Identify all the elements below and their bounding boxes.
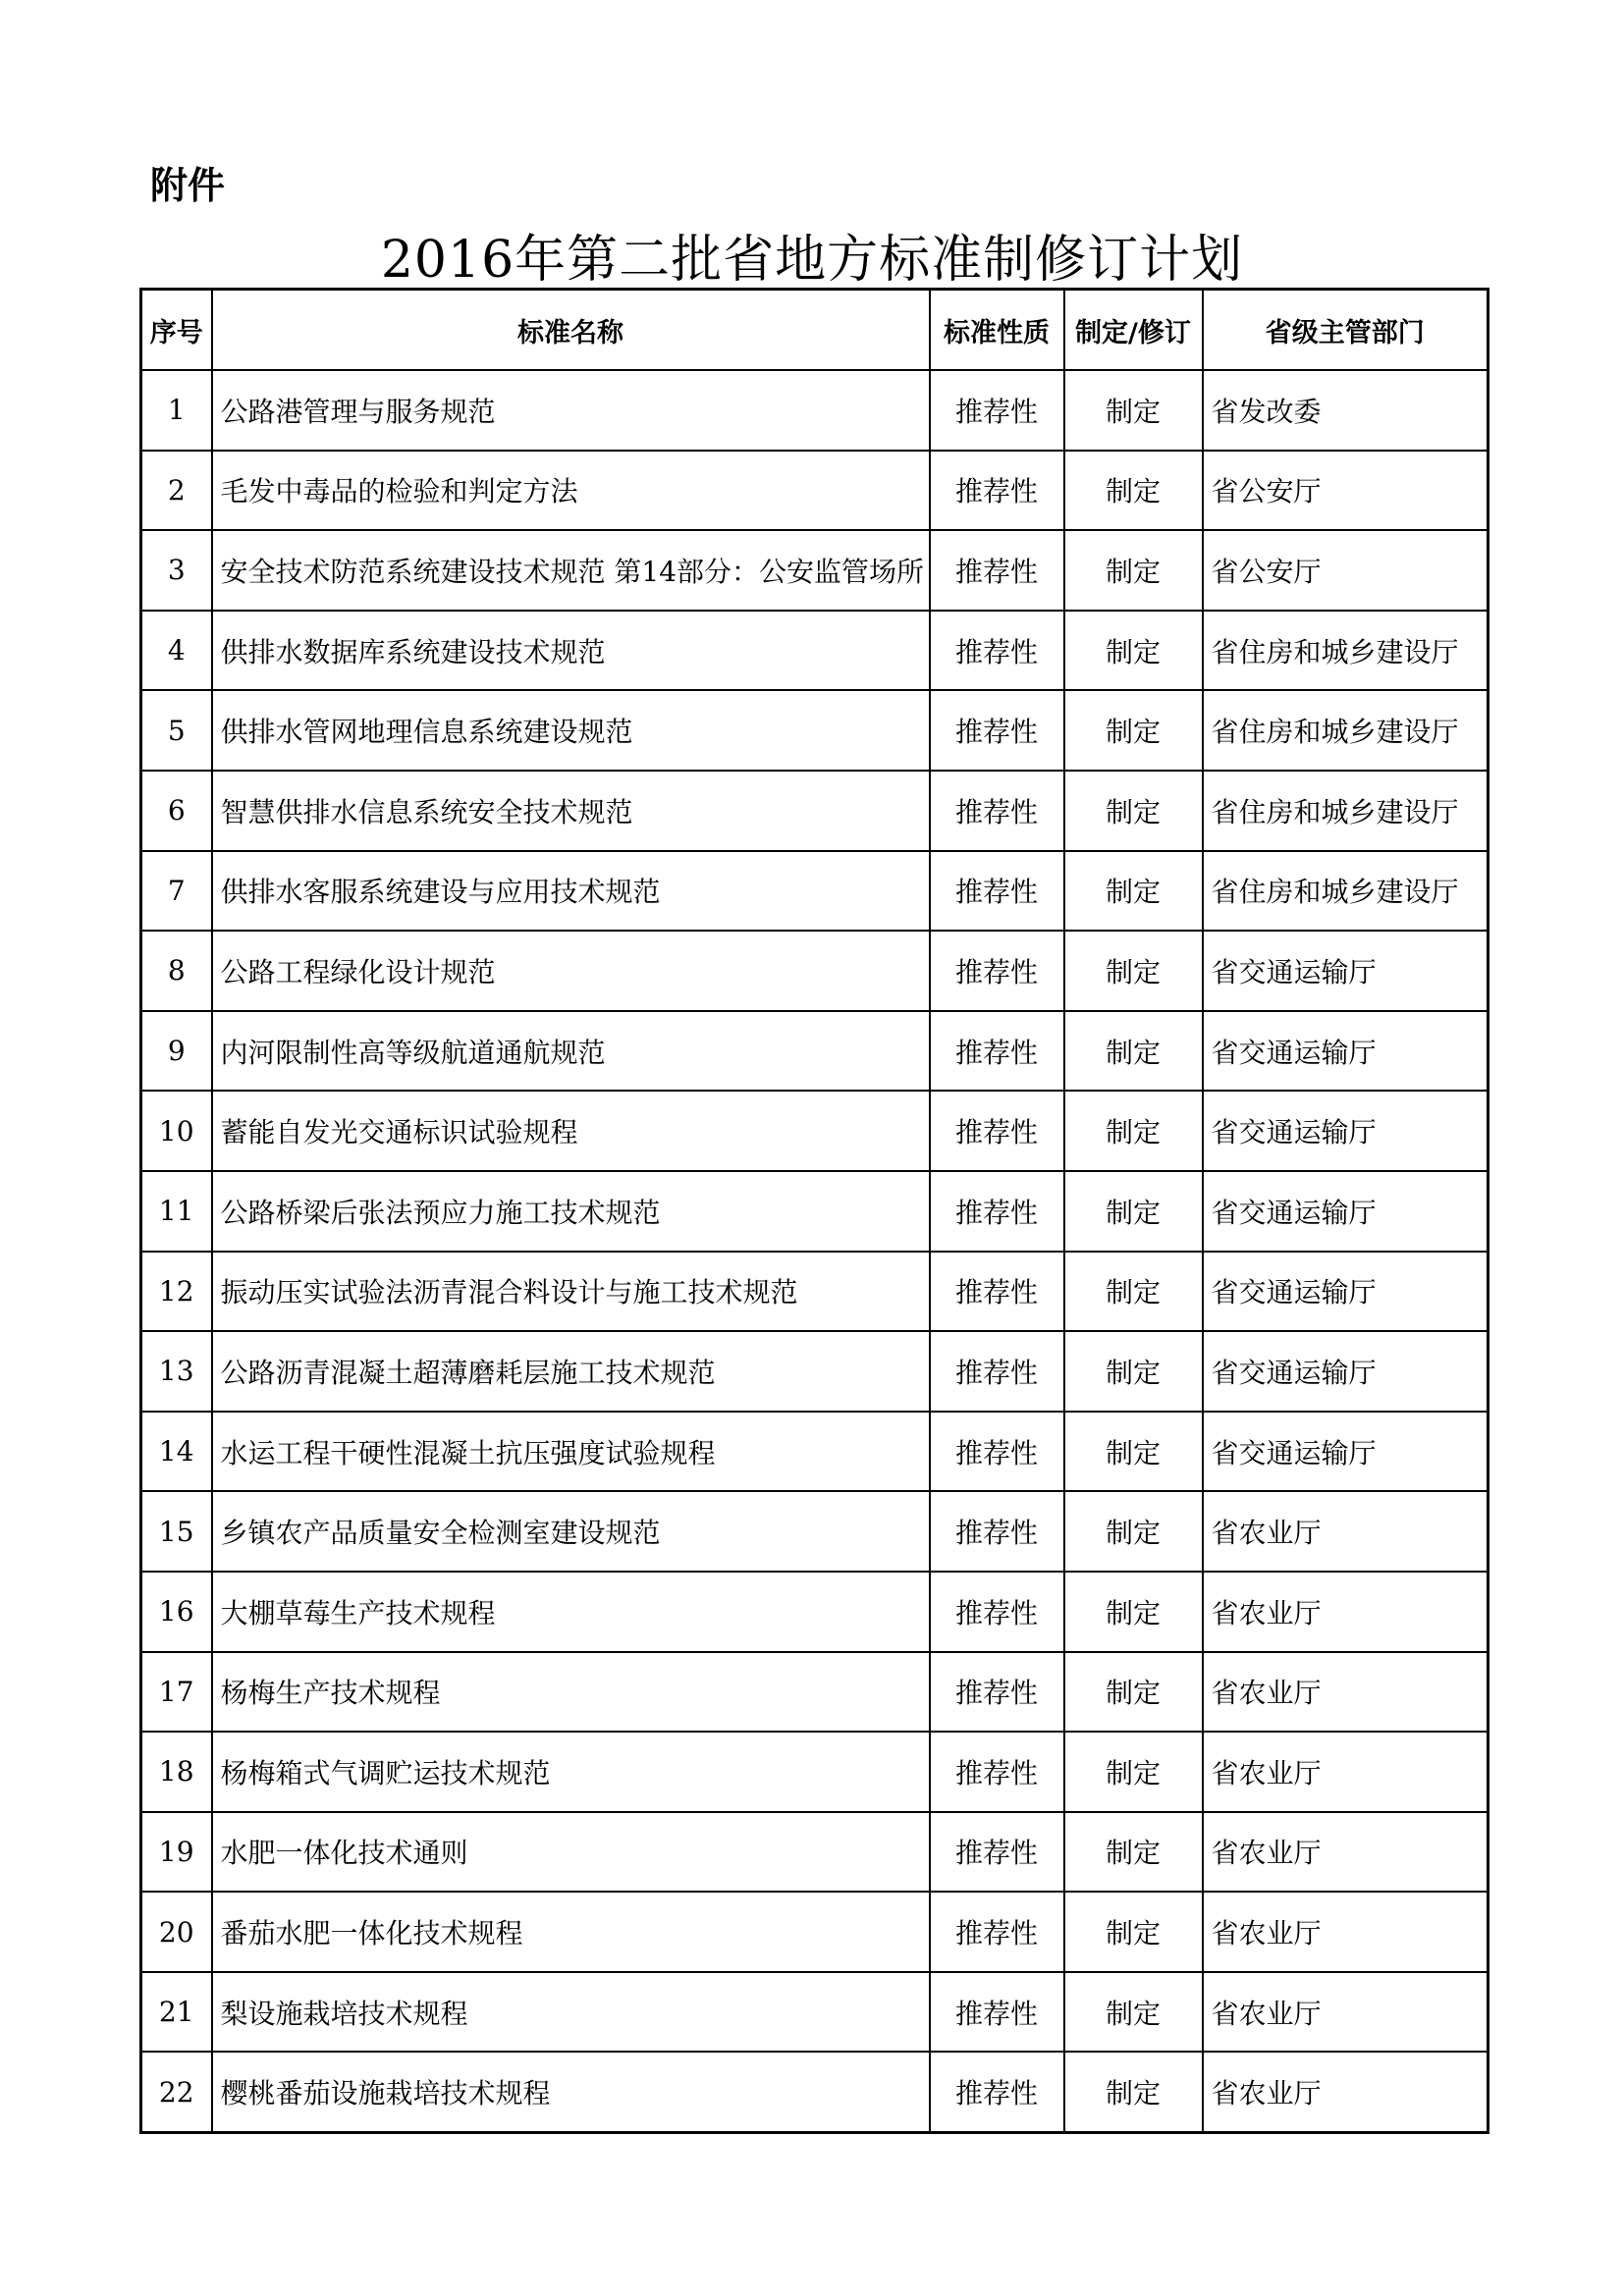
standard-name: 毛发中毒品的检验和判定方法 bbox=[212, 451, 930, 531]
table-row bbox=[141, 1892, 1489, 1972]
revision-type: 制定 bbox=[1064, 1572, 1203, 1652]
standard-nature: 推荐性 bbox=[930, 1171, 1064, 1252]
revision-type: 制定 bbox=[1064, 1331, 1203, 1412]
standard-nature: 推荐性 bbox=[930, 1412, 1064, 1492]
table-row bbox=[141, 690, 1489, 771]
revision-type: 制定 bbox=[1064, 1171, 1203, 1252]
standard-nature: 推荐性 bbox=[930, 1331, 1064, 1412]
standard-nature: 推荐性 bbox=[930, 1491, 1064, 1572]
department: 省交通运输厅 bbox=[1203, 1412, 1489, 1492]
header-type: 制定/修订 bbox=[1064, 290, 1203, 371]
standard-nature: 推荐性 bbox=[930, 690, 1064, 771]
standard-name: 梨设施栽培技术规程 bbox=[212, 1972, 930, 2053]
standard-name: 供排水客服系统建设与应用技术规范 bbox=[212, 851, 930, 932]
standard-nature: 推荐性 bbox=[930, 931, 1064, 1011]
department: 省公安厅 bbox=[1203, 451, 1489, 531]
header-name: 标准名称 bbox=[212, 290, 930, 371]
department: 省农业厅 bbox=[1203, 2052, 1489, 2132]
table-row bbox=[141, 1171, 1489, 1252]
table-row bbox=[141, 451, 1489, 531]
row-number: 4 bbox=[141, 611, 212, 691]
row-number: 11 bbox=[141, 1171, 212, 1252]
department: 省农业厅 bbox=[1203, 1652, 1489, 1733]
revision-type: 制定 bbox=[1064, 1652, 1203, 1733]
standard-name: 杨梅生产技术规程 bbox=[212, 1652, 930, 1733]
table-row bbox=[141, 1491, 1489, 1572]
revision-type: 制定 bbox=[1064, 370, 1203, 451]
standard-nature: 推荐性 bbox=[930, 611, 1064, 691]
revision-type: 制定 bbox=[1064, 1091, 1203, 1171]
department: 省农业厅 bbox=[1203, 1972, 1489, 2053]
row-number: 2 bbox=[141, 451, 212, 531]
revision-type: 制定 bbox=[1064, 1732, 1203, 1812]
standard-name: 杨梅箱式气调贮运技术规范 bbox=[212, 1732, 930, 1812]
revision-type: 制定 bbox=[1064, 2052, 1203, 2132]
table-row bbox=[141, 931, 1489, 1011]
standard-name: 振动压实试验法沥青混合料设计与施工技术规范 bbox=[212, 1252, 930, 1332]
standard-name: 公路港管理与服务规范 bbox=[212, 370, 930, 451]
table-row bbox=[141, 370, 1489, 451]
revision-type: 制定 bbox=[1064, 690, 1203, 771]
standard-name: 智慧供排水信息系统安全技术规范 bbox=[212, 771, 930, 851]
department: 省住房和城乡建设厅 bbox=[1203, 611, 1489, 691]
standard-nature: 推荐性 bbox=[930, 1652, 1064, 1733]
standard-name: 供排水管网地理信息系统建设规范 bbox=[212, 690, 930, 771]
revision-type: 制定 bbox=[1064, 1011, 1203, 1092]
department: 省农业厅 bbox=[1203, 1812, 1489, 1893]
row-number: 16 bbox=[141, 1572, 212, 1652]
standard-name: 大棚草莓生产技术规程 bbox=[212, 1572, 930, 1652]
row-number: 17 bbox=[141, 1652, 212, 1733]
row-number: 19 bbox=[141, 1812, 212, 1893]
table-row bbox=[141, 851, 1489, 932]
standard-nature: 推荐性 bbox=[930, 2052, 1064, 2132]
row-number: 13 bbox=[141, 1331, 212, 1412]
row-number: 15 bbox=[141, 1491, 212, 1572]
standard-name: 水肥一体化技术通则 bbox=[212, 1812, 930, 1893]
table-row bbox=[141, 1091, 1489, 1171]
revision-type: 制定 bbox=[1064, 611, 1203, 691]
revision-type: 制定 bbox=[1064, 851, 1203, 932]
table-row bbox=[141, 1331, 1489, 1412]
standard-nature: 推荐性 bbox=[930, 530, 1064, 611]
table-header-row bbox=[141, 290, 1489, 371]
row-number: 7 bbox=[141, 851, 212, 932]
revision-type: 制定 bbox=[1064, 1892, 1203, 1972]
page-title: 2016年第二批省地方标准制修订计划 bbox=[380, 231, 1244, 290]
department: 省农业厅 bbox=[1203, 1732, 1489, 1812]
row-number: 1 bbox=[141, 370, 212, 451]
department: 省农业厅 bbox=[1203, 1892, 1489, 1972]
standard-name: 番茄水肥一体化技术规程 bbox=[212, 1892, 930, 1972]
row-number: 22 bbox=[141, 2052, 212, 2132]
table-row bbox=[141, 1732, 1489, 1812]
standard-nature: 推荐性 bbox=[930, 1091, 1064, 1171]
department: 省住房和城乡建设厅 bbox=[1203, 690, 1489, 771]
department: 省交通运输厅 bbox=[1203, 1252, 1489, 1332]
header-no: 序号 bbox=[141, 290, 212, 371]
department: 省公安厅 bbox=[1203, 530, 1489, 611]
row-number: 12 bbox=[141, 1252, 212, 1332]
standard-name: 公路桥梁后张法预应力施工技术规范 bbox=[212, 1171, 930, 1252]
standard-nature: 推荐性 bbox=[930, 1972, 1064, 2053]
standard-name: 供排水数据库系统建设技术规范 bbox=[212, 611, 930, 691]
row-number: 9 bbox=[141, 1011, 212, 1092]
standard-name: 乡镇农产品质量安全检测室建设规范 bbox=[212, 1491, 930, 1572]
standard-name: 公路工程绿化设计规范 bbox=[212, 931, 930, 1011]
standard-nature: 推荐性 bbox=[930, 370, 1064, 451]
table-row bbox=[141, 611, 1489, 691]
standard-nature: 推荐性 bbox=[930, 1732, 1064, 1812]
standard-name: 蓄能自发光交通标识试验规程 bbox=[212, 1091, 930, 1171]
department: 省交通运输厅 bbox=[1203, 1331, 1489, 1412]
standard-name: 水运工程干硬性混凝土抗压强度试验规程 bbox=[212, 1412, 930, 1492]
department: 省农业厅 bbox=[1203, 1572, 1489, 1652]
standard-nature: 推荐性 bbox=[930, 771, 1064, 851]
department: 省住房和城乡建设厅 bbox=[1203, 851, 1489, 932]
table-row bbox=[141, 530, 1489, 611]
row-number: 14 bbox=[141, 1412, 212, 1492]
department: 省农业厅 bbox=[1203, 1491, 1489, 1572]
revision-type: 制定 bbox=[1064, 1972, 1203, 2053]
department: 省交通运输厅 bbox=[1203, 1091, 1489, 1171]
revision-type: 制定 bbox=[1064, 931, 1203, 1011]
row-number: 20 bbox=[141, 1892, 212, 1972]
revision-type: 制定 bbox=[1064, 1491, 1203, 1572]
row-number: 5 bbox=[141, 690, 212, 771]
department: 省交通运输厅 bbox=[1203, 1011, 1489, 1092]
row-number: 21 bbox=[141, 1972, 212, 2053]
table-row bbox=[141, 1652, 1489, 1733]
revision-type: 制定 bbox=[1064, 451, 1203, 531]
table-row bbox=[141, 1972, 1489, 2053]
standard-name: 安全技术防范系统建设技术规范 第14部分：公安监管场所 bbox=[212, 530, 930, 611]
table-row bbox=[141, 2052, 1489, 2132]
department: 省交通运输厅 bbox=[1203, 931, 1489, 1011]
standard-nature: 推荐性 bbox=[930, 1011, 1064, 1092]
standard-name: 公路沥青混凝土超薄磨耗层施工技术规范 bbox=[212, 1331, 930, 1412]
table-row bbox=[141, 771, 1489, 851]
department: 省发改委 bbox=[1203, 370, 1489, 451]
standards-plan-table bbox=[139, 288, 1489, 2134]
department: 省交通运输厅 bbox=[1203, 1171, 1489, 1252]
standard-nature: 推荐性 bbox=[930, 451, 1064, 531]
standard-name: 内河限制性高等级航道通航规范 bbox=[212, 1011, 930, 1092]
department: 省住房和城乡建设厅 bbox=[1203, 771, 1489, 851]
table-row bbox=[141, 1812, 1489, 1893]
revision-type: 制定 bbox=[1064, 1812, 1203, 1893]
standard-nature: 推荐性 bbox=[930, 1812, 1064, 1893]
standard-nature: 推荐性 bbox=[930, 1252, 1064, 1332]
attachment-label: 附件 bbox=[150, 164, 226, 207]
standard-name: 樱桃番茄设施栽培技术规程 bbox=[212, 2052, 930, 2132]
row-number: 3 bbox=[141, 530, 212, 611]
row-number: 6 bbox=[141, 771, 212, 851]
row-number: 10 bbox=[141, 1091, 212, 1171]
table-row bbox=[141, 1252, 1489, 1332]
table-row bbox=[141, 1011, 1489, 1092]
table-row bbox=[141, 1412, 1489, 1492]
standard-nature: 推荐性 bbox=[930, 1892, 1064, 1972]
header-dept: 省级主管部门 bbox=[1203, 290, 1489, 371]
revision-type: 制定 bbox=[1064, 1252, 1203, 1332]
table-row bbox=[141, 1572, 1489, 1652]
revision-type: 制定 bbox=[1064, 771, 1203, 851]
revision-type: 制定 bbox=[1064, 1412, 1203, 1492]
row-number: 8 bbox=[141, 931, 212, 1011]
standard-nature: 推荐性 bbox=[930, 851, 1064, 932]
revision-type: 制定 bbox=[1064, 530, 1203, 611]
header-nature: 标准性质 bbox=[930, 290, 1064, 371]
row-number: 18 bbox=[141, 1732, 212, 1812]
standard-nature: 推荐性 bbox=[930, 1572, 1064, 1652]
